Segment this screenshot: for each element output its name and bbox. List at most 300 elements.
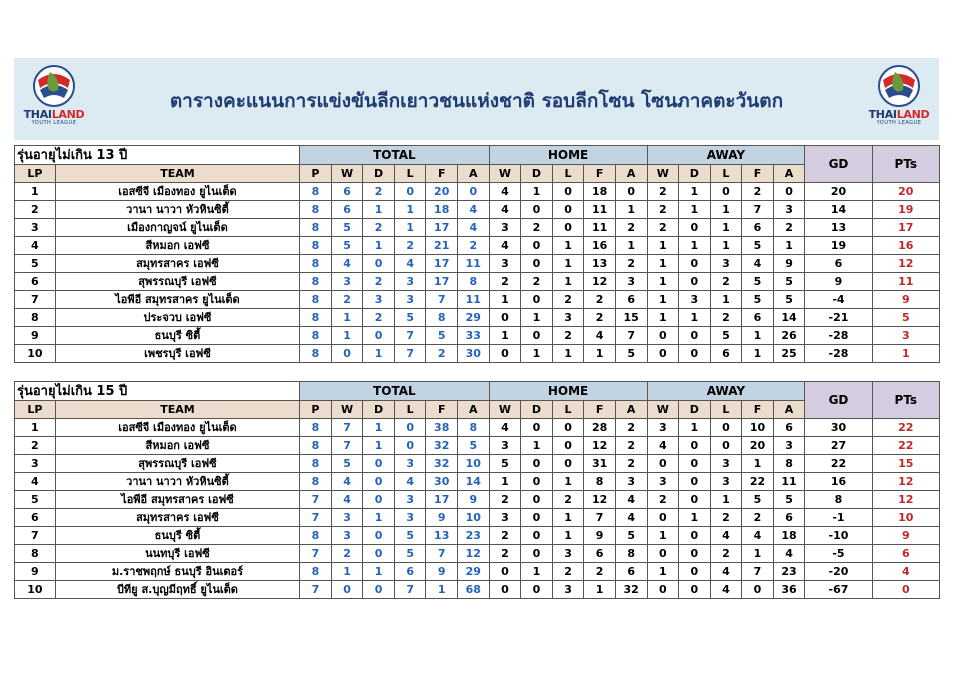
stat-cell: 2 [615,419,647,437]
stat-cell: 1 [426,581,458,599]
stat-cell: 12 [457,545,489,563]
stat-cell: 3 [552,545,584,563]
stat-cell: 2 [552,327,584,345]
total-header: TOTAL [300,146,489,165]
stat-cell: 1 [647,563,679,581]
stat-cell: 0 [521,509,553,527]
stat-cell: 0 [710,419,742,437]
gd-cell: 22 [805,455,872,473]
stat-cell: 2 [710,545,742,563]
stat-cell: 6 [742,309,774,327]
rank-cell: 3 [15,455,56,473]
section-title: รุ่นอายุไม่เกิน 13 ปี [15,146,300,165]
stat-cell: 3 [489,219,521,237]
stat-cell: 1 [584,581,616,599]
stat-cell: 2 [363,219,395,237]
stat-cell: 7 [426,291,458,309]
stat-cell: 2 [521,219,553,237]
team-name-cell: ธนบุรี ซิตี้ [55,527,299,545]
stat-cell: 9 [457,491,489,509]
stat-cell: 0 [552,419,584,437]
stat-cell: 0 [679,327,711,345]
stat-cell: 5 [489,455,521,473]
stat-cell: 6 [773,419,805,437]
stat-cell: 11 [584,219,616,237]
stat-cell: 1 [363,237,395,255]
stat-cell: 4 [394,255,426,273]
pts-cell: 22 [872,419,939,437]
stat-cell: 13 [426,527,458,545]
stat-cell: 11 [457,255,489,273]
stat-cell: 2 [394,237,426,255]
pts-header: PTs [872,146,939,183]
stat-cell: 5 [615,345,647,363]
stat-cell: 0 [679,491,711,509]
col-header-w: W [489,165,521,183]
stat-cell: 3 [489,255,521,273]
pts-cell: 3 [872,327,939,345]
stat-cell: 2 [552,291,584,309]
team-header: TEAM [55,401,299,419]
pts-cell: 0 [872,581,939,599]
col-header-f: F [584,401,616,419]
stat-cell: 0 [773,183,805,201]
stat-cell: 0 [647,345,679,363]
rank-cell: 8 [15,545,56,563]
stat-cell: 9 [426,563,458,581]
stat-cell: 8 [426,309,458,327]
stat-cell: 1 [773,237,805,255]
col-header-w: W [331,401,363,419]
stat-cell: 0 [489,581,521,599]
rank-cell: 7 [15,291,56,309]
gd-header: GD [805,146,872,183]
stat-cell: 1 [679,237,711,255]
stat-cell: 4 [489,419,521,437]
stat-cell: 4 [615,509,647,527]
rank-cell: 6 [15,273,56,291]
stat-cell: 9 [773,255,805,273]
table-row [15,291,940,309]
gd-cell: -28 [805,345,872,363]
stat-cell: 2 [742,183,774,201]
pts-cell: 15 [872,455,939,473]
stat-cell: 1 [615,237,647,255]
stat-cell: 2 [489,273,521,291]
stat-cell: 5 [615,527,647,545]
stat-cell: 1 [363,345,395,363]
stat-cell: 8 [300,219,332,237]
stat-cell: 1 [742,455,774,473]
stat-cell: 5 [394,527,426,545]
stat-cell: 0 [363,581,395,599]
stat-cell: 0 [647,509,679,527]
stat-cell: 0 [679,473,711,491]
team-name-cell: สีหมอก เอฟซี [55,237,299,255]
rank-cell: 5 [15,491,56,509]
rank-cell: 3 [15,219,56,237]
col-header-w: W [331,165,363,183]
stat-cell: 2 [710,509,742,527]
pts-cell: 4 [872,563,939,581]
stat-cell: 5 [742,491,774,509]
gd-cell: 8 [805,491,872,509]
stat-cell: 1 [742,345,774,363]
stat-cell: 18 [773,527,805,545]
stat-cell: 1 [615,201,647,219]
col-header-f: F [742,401,774,419]
stat-cell: 5 [773,491,805,509]
stat-cell: 3 [773,437,805,455]
stat-cell: 0 [363,527,395,545]
stat-cell: 4 [331,255,363,273]
stat-cell: 0 [647,581,679,599]
home-header: HOME [489,146,647,165]
table-row [15,183,940,201]
stat-cell: 6 [742,219,774,237]
stat-cell: 2 [426,345,458,363]
stat-cell: 0 [679,219,711,237]
table-row [15,473,940,491]
gd-cell: -5 [805,545,872,563]
stat-cell: 2 [615,219,647,237]
gd-cell: 9 [805,273,872,291]
stat-cell: 1 [647,309,679,327]
stat-cell: 8 [300,273,332,291]
stat-cell: 21 [426,237,458,255]
stat-cell: 28 [584,419,616,437]
stat-cell: 1 [363,419,395,437]
gd-cell: 19 [805,237,872,255]
home-header: HOME [489,382,647,401]
stat-cell: 0 [679,527,711,545]
table-row [15,527,940,545]
stat-cell: 0 [647,545,679,563]
stat-cell: 11 [457,291,489,309]
stat-cell: 7 [300,491,332,509]
stat-cell: 3 [363,291,395,309]
stat-cell: 0 [521,327,553,345]
stat-cell: 7 [300,509,332,527]
stat-cell: 1 [679,309,711,327]
stat-cell: 17 [426,491,458,509]
stat-cell: 0 [521,255,553,273]
stat-cell: 3 [615,473,647,491]
team-header: TEAM [55,165,299,183]
table-row [15,201,940,219]
col-header-f: F [426,165,458,183]
stat-cell: 2 [615,437,647,455]
col-header-l: L [552,401,584,419]
stat-cell: 4 [584,327,616,345]
stat-cell: 1 [647,273,679,291]
stat-cell: 0 [363,455,395,473]
gd-cell: 14 [805,201,872,219]
stat-cell: 10 [742,419,774,437]
stat-cell: 3 [331,273,363,291]
stat-cell: 2 [742,509,774,527]
col-header-a: A [615,401,647,419]
stat-cell: 4 [489,183,521,201]
section-title: รุ่นอายุไม่เกิน 15 ปี [15,382,300,401]
stat-cell: 0 [457,183,489,201]
stat-cell: 2 [584,563,616,581]
stat-cell: 2 [489,491,521,509]
stat-cell: 8 [300,455,332,473]
stat-cell: 3 [394,491,426,509]
col-header-f: F [742,165,774,183]
team-name-cell: ประจวบ เอฟซี [55,309,299,327]
col-header-l: L [394,401,426,419]
stat-cell: 8 [300,327,332,345]
table-row [15,327,940,345]
stat-cell: 7 [394,581,426,599]
stat-cell: 2 [615,255,647,273]
stat-cell: 32 [426,455,458,473]
stat-cell: 0 [521,455,553,473]
gd-cell: 16 [805,473,872,491]
pts-cell: 10 [872,509,939,527]
stat-cell: 3 [394,273,426,291]
lp-header: LP [15,401,56,419]
stat-cell: 7 [742,563,774,581]
stat-cell: 1 [331,563,363,581]
rank-cell: 9 [15,563,56,581]
stat-cell: 1 [363,437,395,455]
stat-cell: 1 [647,255,679,273]
stat-cell: 0 [679,273,711,291]
stat-cell: 0 [552,219,584,237]
stat-cell: 1 [363,509,395,527]
rank-cell: 10 [15,581,56,599]
stat-cell: 4 [489,237,521,255]
stat-cell: 5 [331,219,363,237]
stat-cell: 0 [679,455,711,473]
stat-cell: 6 [584,545,616,563]
stat-cell: 20 [742,437,774,455]
stat-cell: 29 [457,309,489,327]
stat-cell: 1 [489,473,521,491]
stat-cell: 8 [300,237,332,255]
pts-cell: 9 [872,527,939,545]
table-row [15,545,940,563]
pts-cell: 16 [872,237,939,255]
stat-cell: 1 [489,291,521,309]
stat-cell: 3 [394,455,426,473]
table-row [15,309,940,327]
stat-cell: 0 [552,201,584,219]
stat-cell: 7 [426,545,458,563]
stat-cell: 0 [521,201,553,219]
stat-cell: 0 [552,437,584,455]
stat-cell: 3 [679,291,711,309]
stat-cell: 1 [363,201,395,219]
gd-cell: 20 [805,183,872,201]
stat-cell: 29 [457,563,489,581]
stat-cell: 1 [363,563,395,581]
stat-cell: 3 [773,201,805,219]
stat-cell: 0 [521,527,553,545]
stat-cell: 2 [552,491,584,509]
stat-cell: 6 [615,291,647,309]
stat-cell: 1 [710,201,742,219]
stat-cell: 5 [742,237,774,255]
col-header-d: D [363,165,395,183]
stat-cell: 4 [331,473,363,491]
stat-cell: 1 [552,527,584,545]
stat-cell: 7 [394,345,426,363]
stat-cell: 0 [521,291,553,309]
stat-cell: 5 [742,273,774,291]
stat-cell: 10 [457,509,489,527]
header-banner [14,58,939,140]
stat-cell: 3 [615,273,647,291]
col-header-l: L [394,165,426,183]
col-header-d: D [521,165,553,183]
stat-cell: 7 [394,327,426,345]
col-header-f: F [426,401,458,419]
rank-cell: 2 [15,201,56,219]
gd-cell: -4 [805,291,872,309]
stat-cell: 5 [742,291,774,309]
thailand-youth-league-logo-right: THAILAND YOUTH LEAGUE [867,64,931,134]
stat-cell: 8 [300,291,332,309]
stat-cell: 1 [552,237,584,255]
stat-cell: 0 [489,345,521,363]
rank-cell: 4 [15,473,56,491]
stat-cell: 0 [363,473,395,491]
stat-cell: 2 [457,237,489,255]
stat-cell: 5 [331,455,363,473]
stat-cell: 0 [489,309,521,327]
stat-cell: 2 [552,563,584,581]
rank-cell: 1 [15,419,56,437]
gd-cell: 6 [805,255,872,273]
stat-cell: 1 [710,219,742,237]
stat-cell: 23 [773,563,805,581]
col-header-a: A [615,165,647,183]
stat-cell: 0 [394,183,426,201]
stat-cell: 8 [300,255,332,273]
stat-cell: 9 [584,527,616,545]
stat-cell: 0 [331,581,363,599]
stat-cell: 5 [394,309,426,327]
stat-cell: 6 [331,183,363,201]
gd-cell: 13 [805,219,872,237]
lp-header: LP [15,165,56,183]
stat-cell: 2 [647,491,679,509]
stat-cell: 0 [647,327,679,345]
stat-cell: 16 [584,237,616,255]
stat-cell: 0 [521,491,553,509]
rank-cell: 8 [15,309,56,327]
stat-cell: 12 [584,437,616,455]
stat-cell: 0 [742,581,774,599]
col-header-a: A [773,165,805,183]
pts-cell: 12 [872,255,939,273]
stat-cell: 22 [742,473,774,491]
stat-cell: 0 [679,563,711,581]
col-header-w: W [489,401,521,419]
stat-cell: 18 [426,201,458,219]
stat-cell: 3 [394,509,426,527]
pts-cell: 9 [872,291,939,309]
stat-cell: 4 [647,437,679,455]
stat-cell: 2 [615,455,647,473]
team-name-cell: วานา นาวา หัวหินซิตี้ [55,473,299,491]
pts-header: PTs [872,382,939,419]
team-name-cell: เมืองกาญจน์ ยูไนเต็ด [55,219,299,237]
stat-cell: 2 [647,183,679,201]
team-name-cell: ไอพีอี สมุทรสาคร ยูไนเต็ด [55,291,299,309]
stat-cell: 1 [489,327,521,345]
stat-cell: 1 [679,509,711,527]
stat-cell: 3 [394,291,426,309]
col-header-d: D [679,165,711,183]
pts-cell: 20 [872,183,939,201]
stat-cell: 1 [742,545,774,563]
standings-table-u13 [14,145,940,363]
stat-cell: 4 [615,491,647,509]
stat-cell: 8 [300,437,332,455]
stat-cell: 1 [710,491,742,509]
stat-cell: 17 [426,255,458,273]
team-name-cell: บีทียู ส.บุญมีฤทธิ์ ยูไนเต็ด [55,581,299,599]
stat-cell: 8 [300,473,332,491]
stat-cell: 0 [363,545,395,563]
stat-cell: 1 [679,183,711,201]
table-row [15,437,940,455]
pts-cell: 12 [872,473,939,491]
league-ball-icon [877,64,921,108]
stat-cell: 7 [300,545,332,563]
stat-cell: 8 [300,201,332,219]
team-name-cell: เอสซีจี เมืองทอง ยูไนเต็ด [55,419,299,437]
stat-cell: 23 [457,527,489,545]
stat-cell: 4 [710,581,742,599]
pts-cell: 19 [872,201,939,219]
stat-cell: 6 [773,509,805,527]
stat-cell: 1 [710,291,742,309]
stat-cell: 7 [300,581,332,599]
gd-cell: -10 [805,527,872,545]
table-row [15,273,940,291]
stat-cell: 1 [331,327,363,345]
stat-cell: 0 [679,545,711,563]
col-header-p: P [300,401,332,419]
gd-cell: -28 [805,327,872,345]
stat-cell: 0 [363,327,395,345]
stat-cell: 5 [394,545,426,563]
stat-cell: 2 [773,219,805,237]
stat-cell: 8 [300,183,332,201]
stat-cell: 0 [363,491,395,509]
stat-cell: 7 [742,201,774,219]
team-name-cell: สมุทรสาคร เอฟซี [55,509,299,527]
rank-cell: 7 [15,527,56,545]
stat-cell: 2 [331,545,363,563]
table-row [15,255,940,273]
rank-cell: 1 [15,183,56,201]
col-header-a: A [457,165,489,183]
team-name-cell: ไอพีอี สมุทรสาคร เอฟซี [55,491,299,509]
stat-cell: 4 [742,255,774,273]
stat-cell: 1 [521,563,553,581]
stat-cell: 1 [331,309,363,327]
stat-cell: 15 [615,309,647,327]
stat-cell: 0 [647,455,679,473]
stat-cell: 7 [331,419,363,437]
